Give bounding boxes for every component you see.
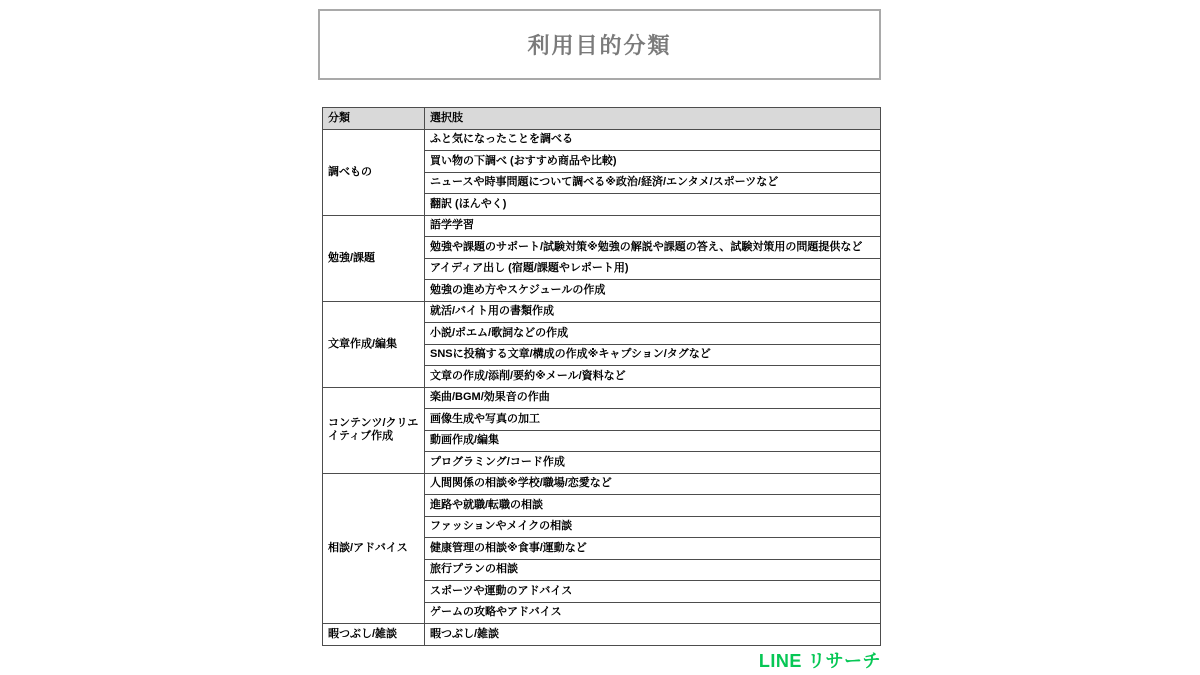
- table-row: [323, 301, 881, 323]
- title-box: [318, 9, 881, 80]
- option-cell: スポーツや運動のアドバイス: [425, 581, 881, 603]
- option-cell: 進路や就職/転職の相談: [425, 495, 881, 517]
- category-cell: 文章作成/編集: [323, 301, 425, 387]
- option-cell: プログラミング/コード作成: [425, 452, 881, 474]
- option-cell: SNSに投稿する文章/構成の作成※キャプション/タグなど: [425, 344, 881, 366]
- table-row: [323, 129, 881, 151]
- option-cell: 勉強の進め方やスケジュールの作成: [425, 280, 881, 302]
- page-title: 利用目的分類: [527, 33, 672, 58]
- option-cell: 小説/ポエム/歌詞などの作成: [425, 323, 881, 345]
- table-row: [323, 387, 881, 409]
- option-cell: 旅行プランの相談: [425, 559, 881, 581]
- option-cell: 暇つぶし/雑談: [425, 624, 881, 646]
- option-cell: 動画作成/編集: [425, 430, 881, 452]
- option-cell: ニュースや時事問題について調べる※政治/経済/エンタメ/スポーツなど: [425, 172, 881, 194]
- table-row: [323, 473, 881, 495]
- col-header-options: 選択肢: [425, 108, 881, 130]
- option-cell: ふと気になったことを調べる: [425, 129, 881, 151]
- option-cell: 健康管理の相談※食事/運動など: [425, 538, 881, 560]
- option-cell: 人間関係の相談※学校/職場/恋愛など: [425, 473, 881, 495]
- col-header-category: 分類: [323, 108, 425, 130]
- option-cell: 画像生成や写真の加工: [425, 409, 881, 431]
- option-cell: 文章の作成/添削/要約※メール/資料など: [425, 366, 881, 388]
- classification-table: [322, 107, 881, 646]
- category-cell: 相談/アドバイス: [323, 473, 425, 624]
- category-cell: 調べもの: [323, 129, 425, 215]
- option-cell: 語学学習: [425, 215, 881, 237]
- option-cell: 勉強や課題のサポート/試験対策※勉強の解説や課題の答え、試験対策用の問題提供など: [425, 237, 881, 259]
- option-cell: ファッションやメイクの相談: [425, 516, 881, 538]
- option-cell: アイディア出し (宿題/課題やレポート用): [425, 258, 881, 280]
- category-cell: 暇つぶし/雑談: [323, 624, 425, 646]
- line-research-logo-text: LINE リサーチ: [758, 651, 881, 671]
- table-row: [323, 215, 881, 237]
- category-cell: 勉強/課題: [323, 215, 425, 301]
- option-cell: 楽曲/BGM/効果音の作曲: [425, 387, 881, 409]
- table-header-row: [323, 108, 881, 130]
- table-row: [323, 624, 881, 646]
- option-cell: 翻訳 (ほんやく): [425, 194, 881, 216]
- category-cell: コンテンツ/クリエイティブ作成: [323, 387, 425, 473]
- option-cell: 買い物の下調べ (おすすめ商品や比較): [425, 151, 881, 173]
- option-cell: ゲームの攻略やアドバイス: [425, 602, 881, 624]
- line-research-logo: [756, 647, 881, 673]
- option-cell: 就活/バイト用の書類作成: [425, 301, 881, 323]
